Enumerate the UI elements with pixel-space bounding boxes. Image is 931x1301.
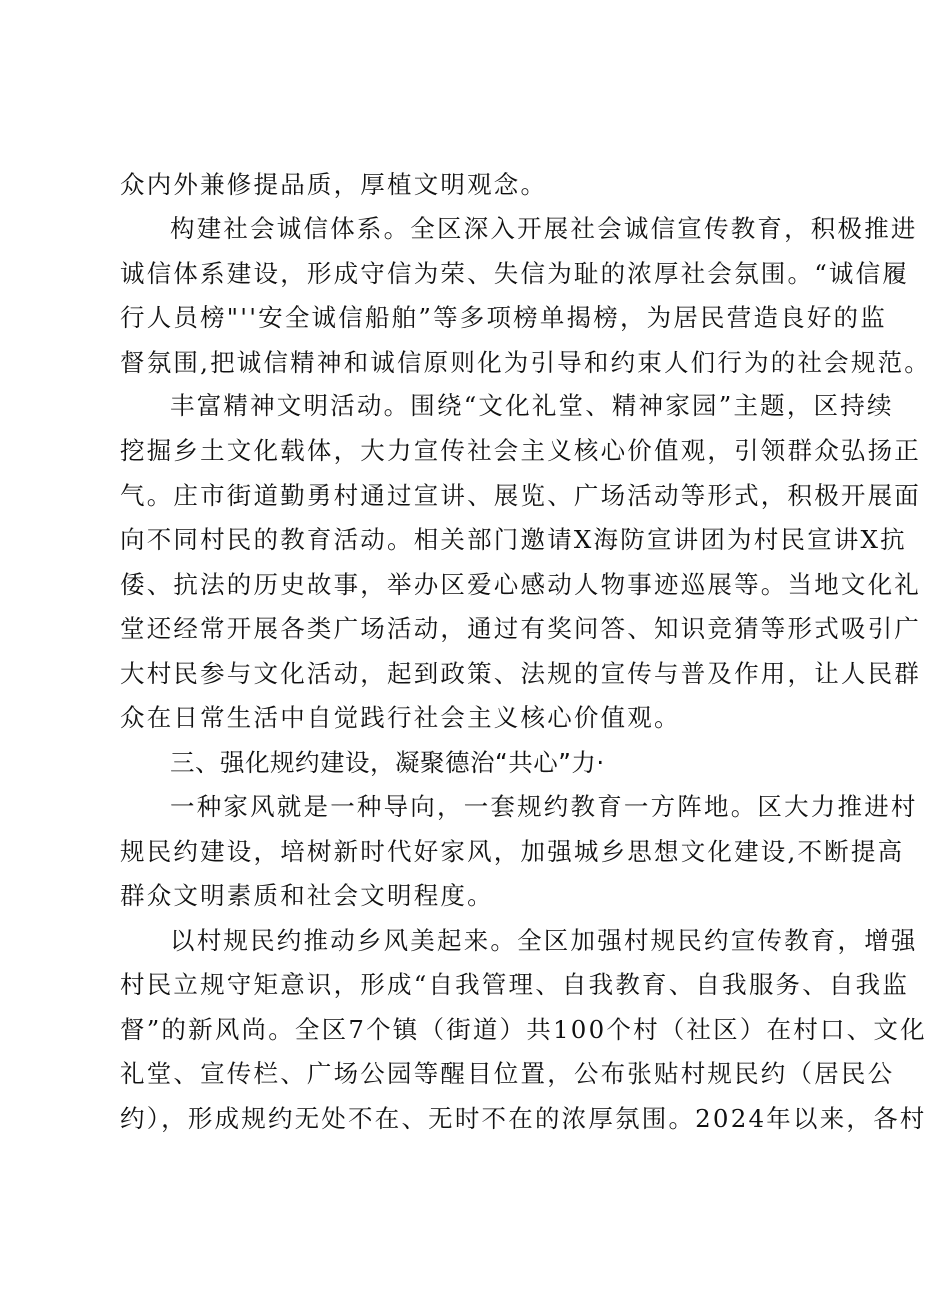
paragraph-family-style: 一种家风就是一种导向，一套规约教育一方阵地。区大力推进村 [170,792,918,821]
text-line-17: 群众文明素质和社会文明程度。 [120,881,494,910]
text-line-3: 诚信体系建设，形成守信为荣、失信为耻的浓厚社会氛围。“诚信履 [120,259,910,288]
text-line-20: 督”的新风尚。全区7个镇（街道）共100个村（社区）在村口、文化 [120,1015,927,1044]
text-line-4: 行人员榜"''安全诚信船舶”等多项榜单揭榜，为居民营造良好的监 [120,303,887,332]
text-line-9: 向不同村民的教育活动。相关部门邀请X海防宣讲团为村民宣讲X抗 [120,525,907,554]
text-line-7: 挖掘乡土文化载体，大力宣传社会主义核心价值观，引领群众弘扬正 [120,436,921,465]
text-line-13: 众在日常生活中自觉践行社会主义核心价值观。 [120,703,681,732]
paragraph-title-activities: 丰富精神文明活动。围绕“文化礼堂、精神家园”主题，区持续 [170,391,894,420]
text-line-12: 大村民参与文化活动，起到政策、法规的宣传与普及作用，让人民群 [120,659,921,688]
text-line-5: 督氛围,把诚信精神和诚信原则化为引导和约束人们行为的社会规范。 [120,348,931,377]
text-line-19: 村民立规守矩意识，形成“自我管理、自我教育、自我服务、自我监 [120,970,910,999]
text-line-10: 倭、抗法的历史故事，举办区爱心感动人物事迹巡展等。当地文化礼 [120,570,921,599]
paragraph-title-village-rules: 以村规民约推动乡风美起来。全区加强村规民约宣传教育，增强 [170,926,918,955]
text-line-8: 气。庄市街道勤勇村通过宣讲、展览、广场活动等形式，积极开展面 [120,481,921,510]
text-line-16: 规民约建设，培树新时代好家风，加强城乡思想文化建设,不断提高 [120,837,905,866]
paragraph-title-integrity: 构建社会诚信体系。全区深入开展社会诚信宣传教育，积极推进 [170,214,918,243]
text-line-11: 堂还经常开展各类广场活动，通过有奖问答、知识竞猜等形式吸引广 [120,614,921,643]
section-heading-3: 三、强化规约建设，凝聚德治“共心”力· [170,748,605,777]
text-line-1: 众内外兼修提品质，厚植文明观念。 [120,170,548,199]
text-line-21: 礼堂、宣传栏、广场公园等醒目位置，公布张贴村规民约（居民公 [120,1059,895,1088]
text-line-22: 约），形成规约无处不在、无时不在的浓厚氛围。2024年以来，各村 [120,1104,927,1133]
